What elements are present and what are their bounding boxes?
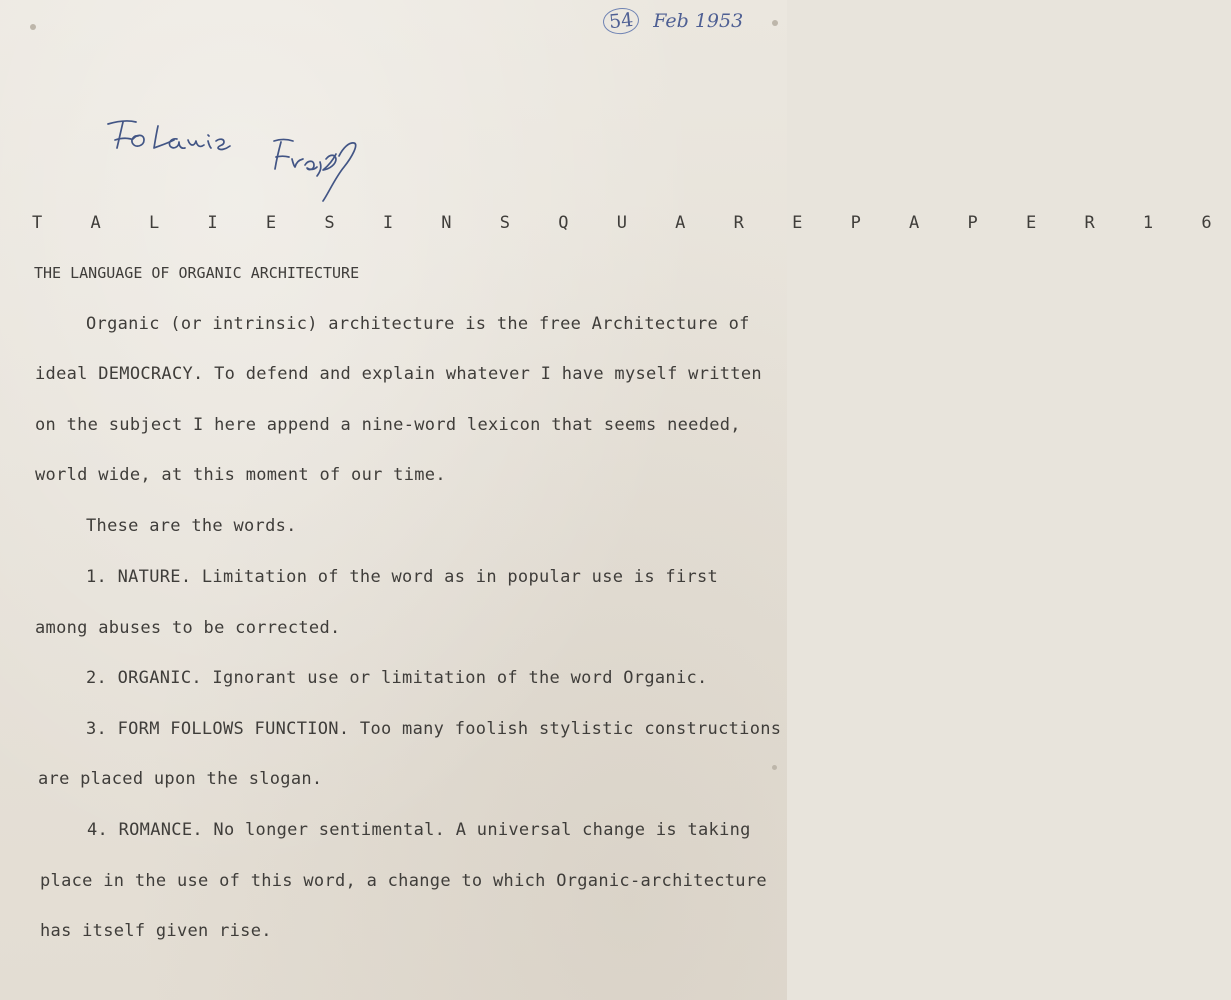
document-title: T A L I E S I N S Q U A R E P A P E R 1 6 bbox=[32, 213, 1231, 233]
text-line: place in the use of this word, a change to which Organic-architecture bbox=[40, 871, 767, 891]
text-line: These are the words. bbox=[86, 516, 297, 536]
text-line: has itself given rise. bbox=[40, 921, 272, 941]
annotation-date: Feb 1953 bbox=[653, 10, 744, 32]
text-line: 4. ROMANCE. No longer sentimental. A universal change is taking bbox=[87, 820, 751, 840]
punch-hole bbox=[772, 765, 777, 770]
text-line: Organic (or intrinsic) architecture is the free Architecture of bbox=[86, 314, 750, 334]
text-line: world wide, at this moment of our time. bbox=[35, 465, 446, 485]
text-line: ideal DEMOCRACY. To defend and explain whatever I have myself written bbox=[35, 364, 762, 384]
archive-annotation bbox=[603, 8, 743, 34]
signature-graphic bbox=[100, 110, 400, 210]
punch-hole bbox=[772, 20, 778, 26]
text-line: 1. NATURE. Limitation of the word as in popular use is first bbox=[86, 567, 719, 587]
text-line: 2. ORGANIC. Ignorant use or limitation of the word Organic. bbox=[86, 668, 708, 688]
document-subtitle: THE LANGUAGE OF ORGANIC ARCHITECTURE bbox=[34, 264, 360, 282]
text-line: among abuses to be corrected. bbox=[35, 618, 341, 638]
handwritten-dedication bbox=[100, 110, 400, 210]
circled-number: 54 bbox=[602, 6, 641, 36]
text-line: are placed upon the slogan. bbox=[38, 769, 323, 789]
text-line: 3. FORM FOLLOWS FUNCTION. Too many foolish stylistic constructions bbox=[86, 719, 782, 739]
text-line: on the subject I here append a nine-word lexicon that seems needed, bbox=[35, 415, 741, 435]
punch-hole bbox=[30, 24, 36, 30]
